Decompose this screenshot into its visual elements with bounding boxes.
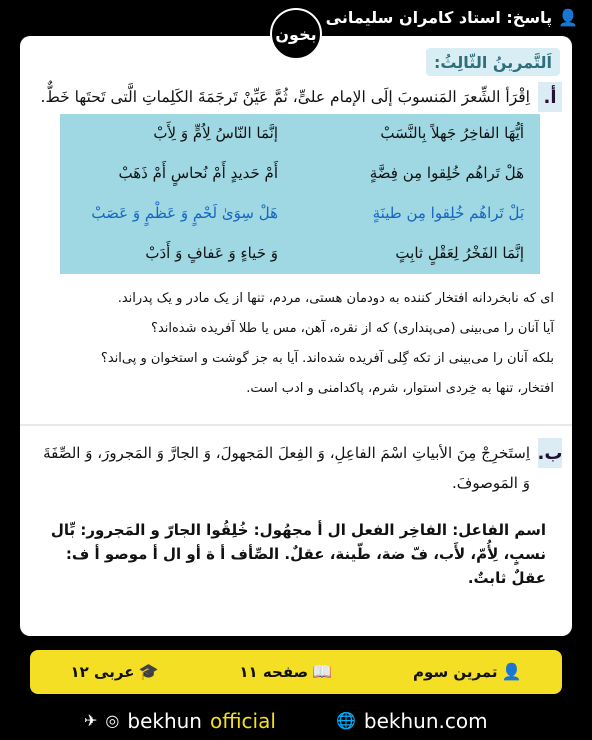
poem-half: هَلْ سِوَیٰ لَحْمٍ وَ عَظْمٍ وَ عَصَبْ	[91, 204, 278, 222]
part-b-answer: اسم الفاعل: الفاخِر الفعل ال أ مجهُول: خُلِقُوا الجارّ و المَجرور: بِّال نسبٍ، لِأُمّ، لأَب، فّ ضة، طّينة، عقلٌ. الصِّأف أ ة أو ال أ موصو أ ف: عقلٌ ثابتٌ.	[50, 521, 546, 587]
graduation-cap-icon: 🎓	[138, 662, 159, 681]
poem-half: هَلْ تَراهُم خُلِقوا مِن فِضَّةٍ	[369, 164, 524, 182]
poem-row	[60, 154, 540, 194]
poem-half: أَمْ حَدیدٍ أَمْ نُحاسٍ أَمْ ذَهَبْ	[118, 164, 278, 182]
poem-half: أیُّهَا الفاخِرُ جَهلاً بِالنَّسَبْ	[380, 124, 524, 142]
social-handle[interactable]: ✈ ◎ bekhun official	[84, 709, 276, 733]
translation-line: آیا آنان را می‌بینی (می‌پنداری) که از نقره، آهن، مس یا طلا آفریده شده‌اند؟	[151, 321, 554, 336]
poem-row	[60, 114, 540, 154]
poem-half: إنَّمَا الفَخْرُ لِعَقْلٍ ثابِتٍ	[395, 244, 524, 262]
lesson-footer	[30, 650, 562, 694]
brand-footer	[0, 704, 592, 740]
part-a-badge: أ.	[538, 82, 562, 112]
footer-page: 📖 صفحه ۱۱	[239, 662, 333, 681]
website-link[interactable]: 🌐 bekhun.com	[336, 709, 488, 733]
user-icon: 👤	[558, 7, 578, 27]
part-b	[32, 438, 562, 498]
footer-book: 🎓 عربی ۱۲	[70, 662, 159, 681]
translation-line: بلکه آنان را می‌بینی از تکه گِلی آفریده شده‌اند. آیا به جز گوشت و استخوان و پی‌اند؟	[100, 351, 554, 366]
poem-row	[60, 194, 540, 234]
poem-half: إنَّمَا النّاسُ لِاُمٍّ وَ لِأَبْ	[153, 124, 278, 142]
exercise-card	[20, 36, 572, 636]
poem-box	[60, 114, 540, 274]
brand-logo: بخون	[270, 8, 322, 60]
translation-line: افتخار، تنها به خِردی استوار، شرم، پاکدامنی و ادب است.	[246, 381, 554, 396]
section-divider	[20, 424, 572, 426]
exercise-title: اَلتَّمرینُ الثّالِثُ:	[426, 48, 560, 76]
telegram-icon: ✈	[84, 711, 98, 730]
part-b-badge: ب.	[538, 438, 562, 468]
part-b-instruction: اِستَخرِجْ مِنَ الأبیاتِ اسْمَ الفاعِلِ، وَ الفِعلَ المَجهولَ، وَ الجارَّ وَ المَجرورَ، وَ الصِّفَةَ وَ المَوصوفَ.	[43, 444, 530, 492]
translation-text	[34, 284, 554, 404]
poem-half: وَ حَیاءٍ وَ عَفافٍ وَ أَدَبْ	[145, 244, 278, 262]
part-a	[30, 82, 562, 112]
globe-icon: 🌐	[336, 711, 356, 730]
book-open-icon: 📖	[312, 662, 333, 681]
translation-line: ای که نابخردانه افتخار کننده به دودمان هستی، مردم، تنها از یک مادر و یک پدراند.	[117, 291, 554, 306]
user-icon: 👤	[501, 662, 522, 681]
poem-row	[60, 234, 540, 274]
instagram-icon: ◎	[105, 711, 120, 730]
part-a-instruction: اِقْرَأ الشِّعرَ المَنسوبَ إلَی الإمام علیٍّ، ثُمَّ عَیِّنْ تَرجَمَةَ الکَلِماتِ الَّتی تَحتَها خَطٌّ.	[40, 88, 530, 106]
footer-exercise: 👤 تمرین سوم	[413, 662, 522, 681]
poem-half: بَلْ تَراهُم خُلِقوا مِن طینَةٍ	[372, 204, 524, 222]
answer-author: 👤 پاسخ: استاد کامران سلیمانی	[325, 7, 578, 27]
